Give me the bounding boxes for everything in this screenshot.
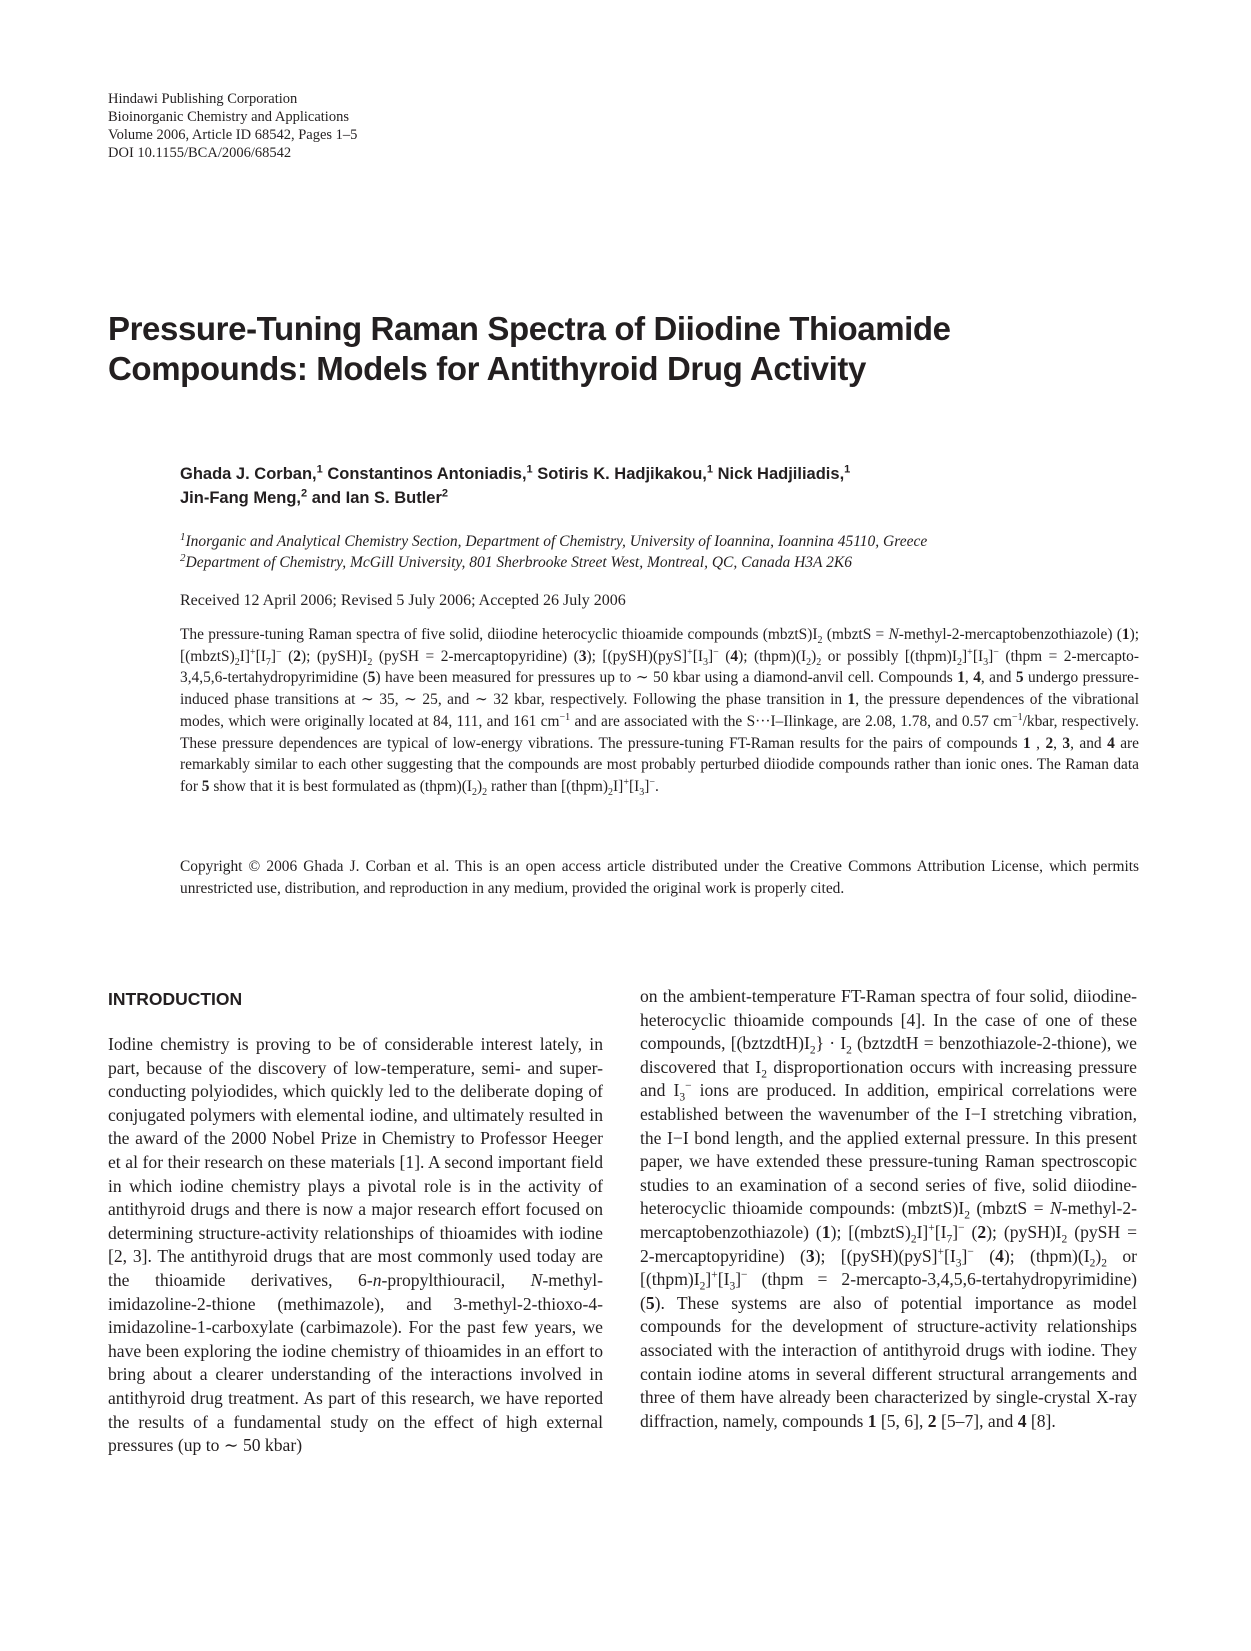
section-heading-introduction: INTRODUCTION (108, 989, 243, 1009)
affiliation-mark: 2 (180, 551, 186, 564)
author-name: Ghada J. Corban, (180, 465, 317, 483)
author-name: Nick Hadjiliadis, (717, 465, 845, 483)
affiliation-text: Inorganic and Analytical Chemistry Section, Department of Chemistry, University of Ioannina, Ioannina 45110, Greece (185, 533, 928, 550)
affiliation-mark: 1 (180, 530, 186, 543)
title-line-1: Pressure-Tuning Raman Spectra of Diiodine Thioamide (108, 310, 951, 347)
author-list (180, 462, 1140, 510)
author-line-2 (180, 486, 1140, 510)
author-name: Sotiris K. Hadjikakou, (537, 465, 707, 483)
author-affil-mark: 1 (526, 463, 533, 476)
author-name: Constantinos Antoniadis, (327, 465, 527, 483)
author-affil-mark: 1 (706, 463, 714, 476)
received-dates: Received 12 April 2006; Revised 5 July 2006; Accepted 26 July 2006 (180, 592, 626, 609)
affiliation-1 (180, 531, 1140, 552)
title-line-2: Compounds: Models for Antithyroid Drug Activity (108, 350, 866, 387)
volume-info: Volume 2006, Article ID 68542, Pages 1–5 (108, 127, 358, 143)
author-line-1 (180, 462, 1140, 486)
publisher: Hindawi Publishing Corporation (108, 91, 298, 107)
abstract: The pressure-tuning Raman spectra of five solid, diiodine heterocyclic thioamide compounds $(mbztS)I_2$ (mbztS = N-methyl-2-mercaptobenzothiazole) (1); $[(mbztS)_2I]^+[I_7]^-$ (2); $(pySH)I_2$ (pySH = 2-mercaptopyridine) (3); [$(pySH)(pyS]^+[I_3]^-$ (4); $(thpm)(I_2)_2$ or possibly $[(thpm)I_2]^+[I_3]^-$ (thpm = 2-mercapto-3,4,5,6-tertahydropyrimidine (5) have been measured for pressures up to ∼ 50 kbar using a diamond-anvil cell. Compounds 1, 4, and 5 undergo pressure-induced phase transitions at ∼ 35, ∼ 25, and ∼ 32 kbar, respectively. Following the phase transition in 1, the pressure dependences of the vibrational modes, which were originally located at 84, 111, and 161 $cm^{-1}$ and are associated with the S···I–Ilinkage, are 2.08, 1.78, and 0.57 $cm^{-1}$/kbar, respectively. These pressure dependences are typical of low-energy vibrations. The pressure-tuning FT-Raman results for the pairs of compounds 1 , 2, 3, and 4 are remarkably similar to each other suggesting that the compounds are most probably perturbed diiodide compounds rather than ionic ones. The Raman data for 5 show that it is best formulated as $(thpm)(I_2)_2$ rather than $[(thpm)_2I]^+[I_3]^-$. (180, 626, 1140, 798)
author-affil-mark: 2 (441, 487, 449, 500)
affiliation-text: Department of Chemistry, McGill University, 801 Sherbrooke Street West, Montreal, QC, Canada H3A 2K6 (185, 554, 852, 571)
journal-name: Bioinorganic Chemistry and Applications (108, 109, 349, 125)
journal-header (108, 90, 357, 162)
body-column-right: on the ambient-temperature FT-Raman spectra of four solid, diiodine-heterocyclic thioamide compounds [4]. In the case of one of these compounds, $[(bztzdtH)I_2\} \cdot I_2$ (bztzdtH = benzothiazole-2-thione), we discovered that $I_2$ disproportionation occurs with increasing pressure and $I_3^-$ ions are produced. In addition, empirical correlations were established between the wavenumber of the I−I stretching vibration, the I−I bond length, and the applied external pressure. In this present paper, we have extended these pressure-tuning Raman spectroscopic studies to an examination of a second series of five, solid diiodine-heterocyclic thioamide compounds: $(mbztS)I_2$ (mbztS = N-methyl-2-mercaptobenzothiazole) (1); $[(mbztS)_2I]^+[I_7]^-$ (2); $(pySH)I_2$ (pySH = 2-mercaptopyridine) (3); [$(pySH)(pyS]^+[I_3]^-$ (4); $(thpm)(I_2)_2$ or $[(thpm)I_2]^+[I_3]^-$ (thpm = 2-mercapto-3,4,5,6-tertahydropyrimidine) (5). These systems are also of potential importance as model compounds for the development of structure-activity relationships associated with the interaction of antithyroid drugs with iodine. They contain iodine atoms in several different structural arrangements and three of them have already been characterized by single-crystal X-ray diffraction, namely, compounds 1 [5, 6], 2 [5–7], and 4 [8]. (640, 986, 1138, 1431)
author-affil-mark: 1 (316, 463, 323, 476)
author-affil-mark: 2 (301, 487, 308, 500)
author-affil-mark: 1 (844, 463, 851, 476)
affiliations (180, 531, 1140, 573)
copyright-notice: Copyright © 2006 Ghada J. Corban et al. This is an open access article distributed under the Creative Commons Attribution License, which permits unrestricted use, distribution, and reproduction in any medium, provided the original work is properly cited. (180, 858, 1139, 897)
affiliation-2 (180, 552, 1140, 573)
author-name: Jin-Fang Meng, (180, 489, 301, 507)
doi: DOI 10.1155/BCA/2006/68542 (108, 145, 292, 161)
body-column-left: Iodine chemistry is proving to be of considerable interest lately, in part, because of the discovery of low-temperature, semi- and super-conducting polyiodides, which quickly led to the deliberate doping of conjugated polymers with elemental iodine, and ultimately resulted in the award of the 2000 Nobel Prize in Chemistry to Professor Heeger et al for their research on these materials [1]. A second important field in which iodine chemistry plays a pivotal role is in the activity of antithyroid drugs and there is now a major research effort focused on determining structure-activity relationships of thioamides with iodine [2, 3]. The antithyroid drugs that are most commonly used today are the thioamide derivatives, 6-n-propylthiouracil, N-methyl-imidazoline-2-thione (methimazole), and 3-methyl-2-thioxo-4-imidazoline-1-carboxylate (carbimazole). For the past few years, we have been exploring the iodine chemistry of thioamides in an effort to bring about a clearer understanding of the interactions involved in antithyroid drug treatment. As part of this research, we have reported the results of a fundamental study on the effect of high external pressures (up to ∼ 50 kbar) (108, 1034, 603, 1456)
paper-title (108, 309, 1148, 389)
author-name: and Ian S. Butler (311, 489, 442, 507)
